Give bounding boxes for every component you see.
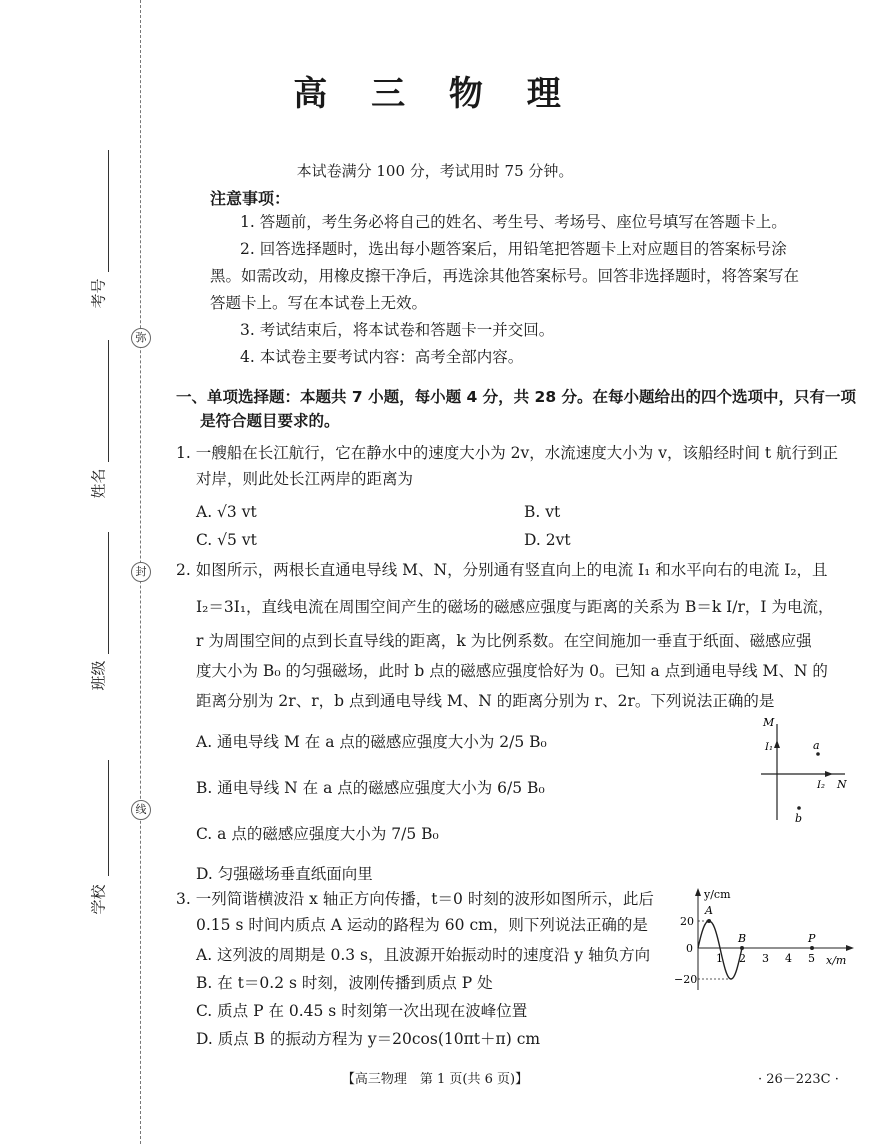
q2-stem-1: 2. 如图所示，两根长直通电导线 M、N，分别通有竖直向上的电流 I₁ 和水平向右的电流 I₂，且: [176, 561, 828, 579]
binding-char-xian: 线: [131, 800, 151, 820]
notice-title: 注意事项：: [210, 189, 291, 208]
y-axis-arrow-icon: [695, 888, 701, 896]
x-tick-2: 2: [739, 952, 746, 965]
label-a: a: [813, 739, 820, 752]
q3-wave-graph: [668, 884, 858, 996]
field-name-label: 姓名: [89, 468, 108, 499]
notice-item-1: 1. 答题前，考生务必将自己的姓名、考生号、考场号、座位号填写在答题卡上。: [240, 213, 787, 231]
notice-item-3: 3. 考试结束后，将本试卷和答题卡一并交回。: [240, 321, 555, 339]
q1-option-a[interactable]: A. √3 vt: [196, 503, 257, 521]
x-axis-label: x/m: [826, 954, 847, 967]
y-tick-neg20: −20: [674, 973, 698, 986]
q1-option-b[interactable]: B. vt: [524, 503, 561, 521]
field-school-line[interactable]: [108, 760, 109, 876]
x-tick-1: 1: [716, 952, 723, 965]
q2-option-b[interactable]: B. 通电导线 N 在 a 点的磁感应强度大小为 6/5 B₀: [196, 779, 545, 797]
label-point-p: P: [808, 932, 816, 945]
field-school: [84, 760, 114, 940]
q3-option-a[interactable]: A. 这列波的周期是 0.3 s，且波源开始振动时的速度沿 y 轴负方向: [196, 946, 651, 964]
q1-stem-cont: 对岸，则此处长江两岸的距离为: [196, 470, 414, 488]
q3-stem-1: 3. 一列简谐横波沿 x 轴正方向传播，t＝0 时刻的波形如图所示，此后: [176, 890, 654, 908]
section1-heading-cont: 是符合题目要求的。: [200, 412, 340, 430]
field-class-label: 班级: [89, 660, 108, 691]
exam-title: 高 三 物 理: [293, 74, 577, 114]
binding-char-mi: 弥: [131, 328, 151, 348]
x-tick-3: 3: [762, 952, 769, 965]
q3-stem-2: 0.15 s 时间内质点 A 运动的路程为 60 cm，则下列说法正确的是: [196, 916, 648, 934]
x-tick-4: 4: [785, 952, 792, 965]
field-class: [84, 532, 114, 732]
q3-option-d[interactable]: D. 质点 B 的振动方程为 y＝20cos(10πt＋π) cm: [196, 1030, 541, 1048]
y-tick-20: 20: [680, 915, 694, 928]
q3-option-b[interactable]: B. 在 t＝0.2 s 时刻，波刚传播到质点 P 处: [196, 974, 493, 992]
notice-item-2-cont2: 答题卡上。写在本试卷上无效。: [210, 294, 428, 312]
q1-option-c[interactable]: C. √5 vt: [196, 531, 257, 549]
q2-stem-4: 度大小为 B₀ 的匀强磁场，此时 b 点的磁感应强度恰好为 0。已知 a 点到通电导线 M、N 的: [196, 662, 828, 680]
wave-curve: [698, 921, 742, 979]
q3-option-c[interactable]: C. 质点 P 在 0.45 s 时刻第一次出现在波峰位置: [196, 1002, 528, 1020]
label-point-b: B: [738, 932, 747, 945]
y-tick-0: 0: [686, 942, 693, 955]
field-school-label: 学校: [89, 884, 108, 915]
point-b-marker: [740, 946, 744, 950]
y-axis-label: y/cm: [704, 888, 731, 901]
exam-subtitle: 本试卷满分 100 分，考试用时 75 分钟。: [296, 162, 574, 180]
field-name-line[interactable]: [108, 340, 109, 462]
label-n: N: [837, 778, 847, 791]
binding-char-feng: 封: [131, 562, 151, 582]
notice-item-4: 4. 本试卷主要考试内容：高考全部内容。: [240, 348, 524, 366]
section1-heading: 一、单项选择题：本题共 7 小题，每小题 4 分，共 28 分。在每小题给出的四个选项中，只有一项: [176, 388, 857, 406]
q2-stem-3: r 为周围空间的点到长直导线的距离，k 为比例系数。在空间施加一垂直于纸面、磁感应强: [196, 632, 812, 650]
label-i2: I₂: [817, 780, 825, 791]
point-p-marker: [810, 946, 814, 950]
label-i1: I₁: [765, 742, 773, 753]
current-i1-arrow-icon: [774, 740, 780, 748]
paper-code: · 26－223C ·: [758, 1072, 839, 1087]
notice-item-2-cont: 黑。如需改动，用橡皮擦干净后，再选涂其他答案标号。回答非选择题时，将答案写在: [210, 267, 800, 285]
notice-item-2: 2. 回答选择题时，选出每小题答案后，用铅笔把答题卡上对应题目的答案标号涂: [240, 240, 787, 258]
q2-option-d[interactable]: D. 匀强磁场垂直纸面向里: [196, 865, 373, 883]
q2-option-a[interactable]: A. 通电导线 M 在 a 点的磁感应强度大小为 2/5 B₀: [196, 733, 547, 751]
label-b: b: [795, 812, 803, 825]
q2-stem-5: 距离分别为 2r、r，b 点到通电导线 M、N 的距离分别为 r、2r。下列说法正确的是: [196, 692, 775, 710]
page-footer: 【高三物理 第 1 页(共 6 页)】: [341, 1072, 529, 1087]
q2-option-c[interactable]: C. a 点的磁感应强度大小为 7/5 B₀: [196, 825, 439, 843]
q1-option-d[interactable]: D. 2vt: [524, 531, 571, 549]
q2-stem-2: I₂＝3I₁，直线电流在周围空间产生的磁场的磁感应强度与距离的关系为 B＝k I/r，I 为电流，: [196, 598, 834, 616]
label-m: M: [763, 716, 775, 729]
q1-stem: 1. 一艘船在长江航行，它在静水中的速度大小为 2v，水流速度大小为 v，该船经时间 t 航行到正: [176, 444, 839, 462]
point-a-dot: [816, 752, 820, 756]
point-b-dot: [797, 806, 801, 810]
q2-figure: [755, 712, 855, 827]
field-class-line[interactable]: [108, 532, 109, 654]
label-point-a: A: [705, 904, 713, 917]
field-exam-number-label: 考号: [89, 278, 108, 309]
x-axis-arrow-icon: [846, 945, 854, 951]
field-name: [84, 340, 114, 540]
x-tick-5: 5: [808, 952, 815, 965]
current-i2-arrow-icon: [825, 771, 833, 777]
point-a-marker: [707, 919, 711, 923]
